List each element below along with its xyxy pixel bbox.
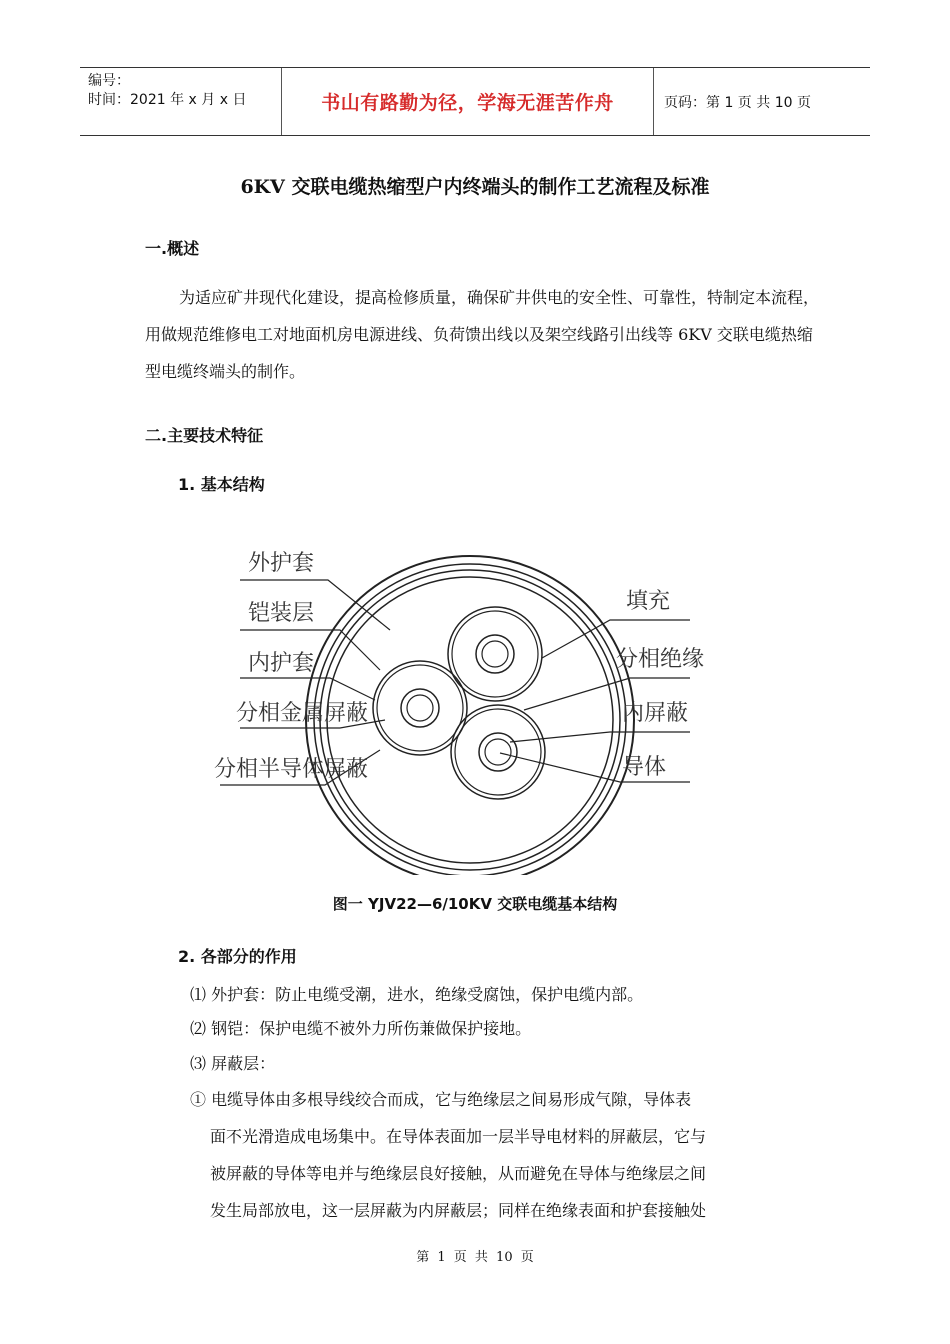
item-shield-layer: ⑶ 屏蔽层：: [190, 1054, 276, 1073]
section1-paragraph: [145, 279, 825, 390]
core-bottom: [451, 705, 545, 799]
subsection-functions: 2. 各部分的作用: [178, 947, 297, 966]
cable-structure-diagram: [200, 520, 710, 875]
label-filler: 填充: [626, 589, 671, 614]
header-motto-cell: [282, 68, 654, 135]
item3-line-3: 被屏蔽的导体等电并与绝缘层良好接触，从而避免在导体与绝缘层之间: [210, 1164, 707, 1183]
item-steel-armor: ⑵ 钢铠：保护电缆不被外力所伤兼做保护接地。: [190, 1019, 532, 1038]
section2-heading: 二.主要技术特征: [145, 426, 264, 445]
time-label: 时间：2021 年 x 月 x 日: [88, 92, 247, 108]
item3-line-4: 发生局部放电，这一层屏蔽为内屏蔽层；同样在绝缘表面和护套接触处: [210, 1201, 707, 1220]
label-armor-layer: 铠装层: [248, 601, 315, 626]
header-page-cell: [654, 68, 870, 135]
figure-caption: 图一 YJV22—6/10KV 交联电缆基本结构: [332, 895, 618, 913]
item3-line-2: 面不光滑造成电场集中。在导体表面加一层半导电材料的屏蔽层，它与: [210, 1127, 707, 1146]
label-outer-sheath: 外护套: [248, 551, 315, 576]
label-phase-insulation: 分相绝缘: [616, 647, 705, 672]
page-info: 页码：第 1 页 共 10 页: [664, 94, 811, 111]
label-inner-sheath: 内护套: [248, 651, 315, 676]
document-title: 6KV 交联电缆热缩型户内终端头的制作工艺流程及标准: [240, 176, 710, 198]
subsection-basic-structure: 1. 基本结构: [178, 475, 265, 494]
label-conductor: 导体: [622, 755, 667, 780]
header-table: [80, 67, 870, 136]
number-label: 编号：: [88, 73, 130, 89]
label-phase-semiconductor-shield: 分相半导体屏蔽: [214, 757, 369, 782]
motto-text: 书山有路勤为径，学海无涯苦作舟: [321, 92, 614, 114]
section1-paragraph-text: 为适应矿井现代化建设，提高检修质量，确保矿井供电的安全性、可靠性，特制定本流程，用做规范维修电工对地面机房电源进线、负荷馈出线以及架空线路引出线等 6KV 交联电缆热缩型电缆终端头的制作。: [145, 288, 820, 381]
label-inner-shield: 内屏蔽: [622, 701, 689, 726]
label-phase-metal-shield: 分相金属屏蔽: [236, 701, 369, 726]
page-footer: 第 1 页 共 10 页: [416, 1250, 534, 1265]
header-meta-cell: [80, 68, 282, 135]
section1-heading: 一.概述: [145, 239, 200, 258]
item-outer-sheath: ⑴ 外护套：防止电缆受潮，进水，绝缘受腐蚀，保护电缆内部。: [190, 985, 644, 1004]
item3-line-1: ① 电缆导体由多根导线绞合而成，它与绝缘层之间易形成气隙，导体表: [190, 1090, 692, 1109]
